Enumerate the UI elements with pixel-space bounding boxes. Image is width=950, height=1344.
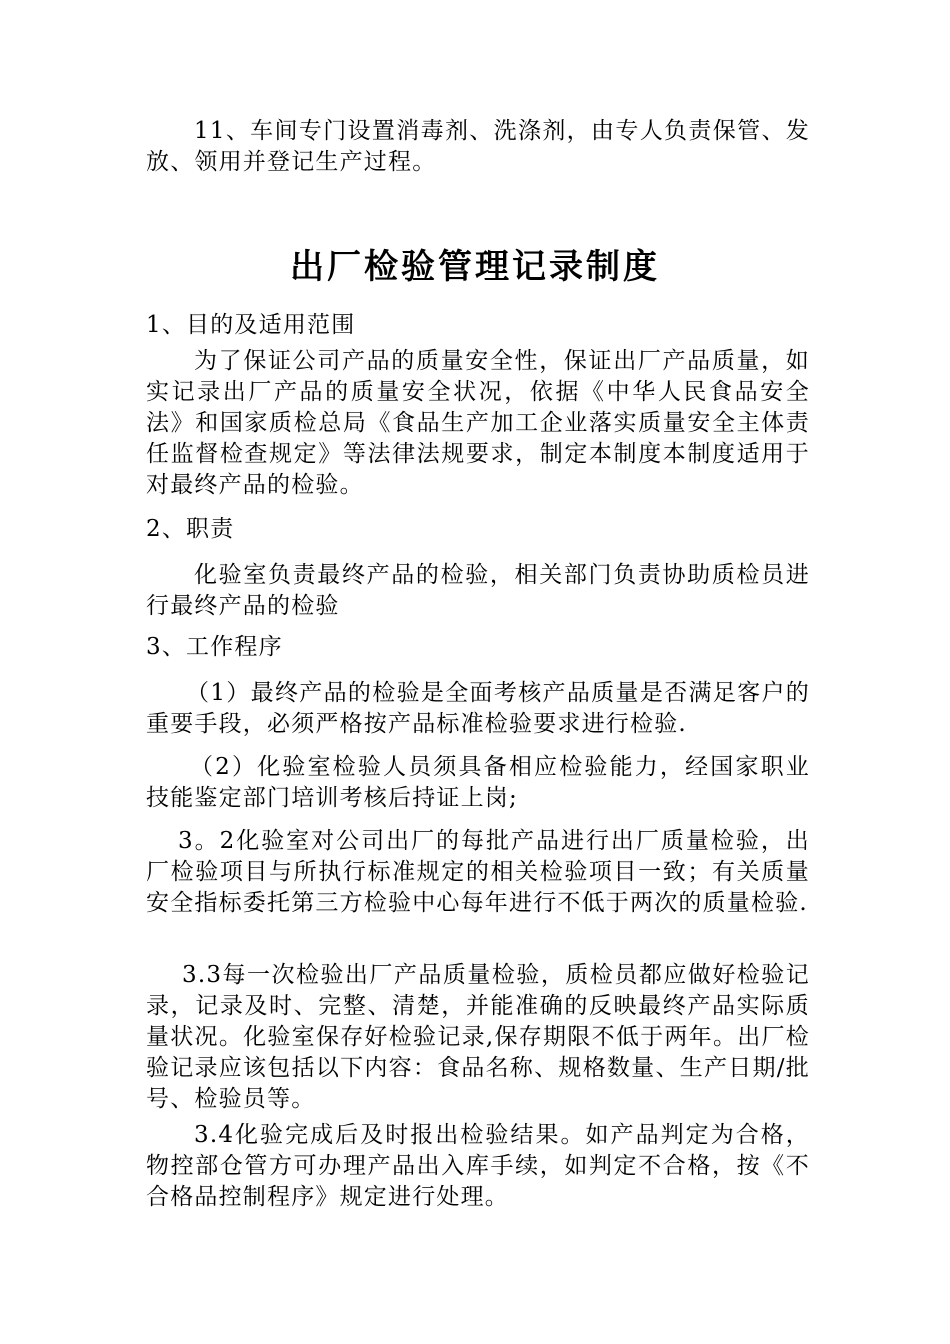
section-3-heading: 3、工作程序 <box>146 634 283 660</box>
section-3-paragraph-1: （1）最终产品的检验是全面考核产品质量是否满足客户的重要手段，必须严格按产品标准检验要求进行检验. <box>146 680 810 737</box>
section-2-body: 化验室负责最终产品的检验，相关部门负责协助质检员进行最终产品的检验 <box>146 562 810 619</box>
section-3-paragraph-5: 3.4化验完成后及时报出检验结果。如产品判定为合格，物控部仓管方可办理产品出入库手续，如判定不合格，按《不合格品控制程序》规定进行处理。 <box>146 1122 810 1210</box>
section-1-body: 为了保证公司产品的质量安全性，保证出厂产品质量，如实记录出厂产品的质量安全状况，依据《中华人民食品安全法》和国家质检总局《食品生产加工企业落实质量安全主体责任监督检查规定》等法律法规要求，制定本制度本制度适用于对最终产品的检验。 <box>146 348 810 498</box>
section-3-paragraph-3: 3。2化验室对公司出厂的每批产品进行出厂质量检验，出厂检验项目与所执行标准规定的相关检验项目一致；有关质量安全指标委托第三方检验中心每年进行不低于两次的质量检验. <box>146 828 810 916</box>
section-2-heading: 2、职责 <box>146 516 235 542</box>
section-3-paragraph-4: 3.3每一次检验出厂产品质量检验，质检员都应做好检验记录，记录及时、完整、清楚，并能准确的反映最终产品实际质量状况。化验室保存好检验记录,保存期限不低于两年。出厂检验记录应该包括以下内容：食品名称、规格数量、生产日期/批号、检验员等。 <box>146 962 810 1112</box>
section-3-paragraph-2: （2）化验室检验人员须具备相应检验能力，经国家职业技能鉴定部门培训考核后持证上岗; <box>146 754 810 811</box>
section-1-heading: 1、目的及适用范围 <box>146 312 356 338</box>
document-title: 出厂检验管理记录制度 <box>290 247 660 287</box>
item-11-paragraph: 11、车间专门设置消毒剂、洗涤剂，由专人负责保管、发放、领用并登记生产过程。 <box>146 118 810 175</box>
